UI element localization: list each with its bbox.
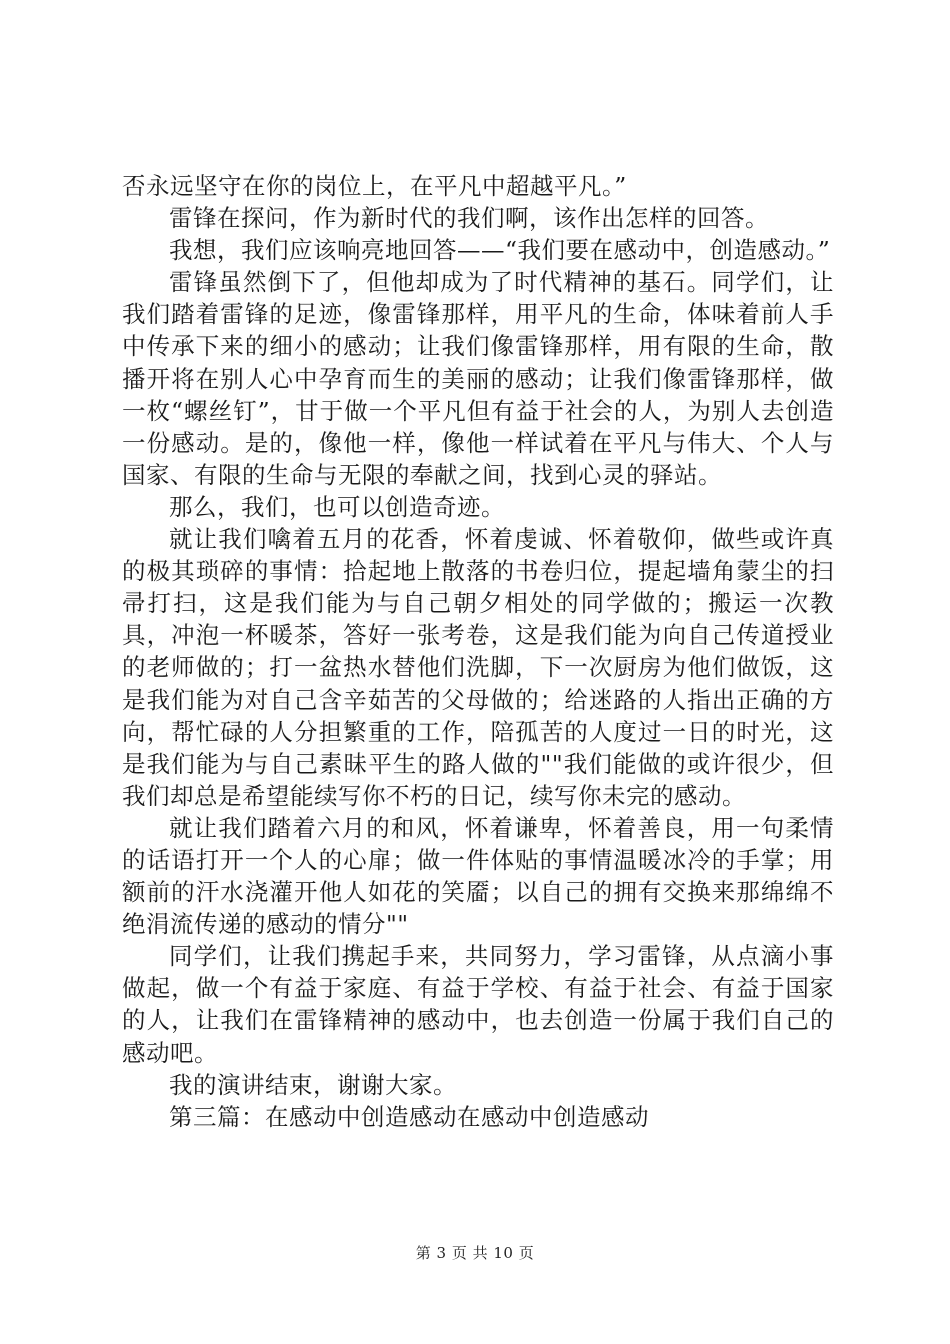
paragraph-1: 否永远坚守在你的岗位上，在平凡中超越平凡。” [122, 172, 627, 200]
paragraph-7: 就让我们踏着六月的和风，怀着谦卑，怀着善良，用一句柔情的话语打开一个人的心扉；做一件体贴的事情温暖冰冷的手掌；用额前的汗水浇灌开他人如花的笑靥；以自己的拥有交换来那绵绵不绝涓流传递的感动的情分"" [122, 813, 834, 939]
paragraph-2: 雷锋在探问，作为新时代的我们啊，该作出怎样的回答。 [169, 204, 769, 233]
paragraph-8: 同学们，让我们携起手来，共同努力，学习雷锋，从点滴小事做起，做一个有益于家庭、有益于学校、有益于社会、有益于国家的人，让我们在雷锋精神的感动中，也去创造一份属于我们自己的感动吧。 [122, 942, 834, 1067]
page-footer: 第 3 页 共 10 页 [415, 1244, 535, 1262]
paragraph-6: 就让我们噙着五月的花香，怀着虔诚、怀着敬仰，做些或许真的极其琐碎的事情：拾起地上散落的书卷归位，提起墙角蒙尘的扫帚打扫，这是我们能为与自己朝夕相处的同学做的；搬运一次教具，冲泡一杯暖茶，答好一张考卷，这是我们能为向自己传道授业的老师做的；打一盆热水替他们洗脚，下一次厨房为他们做饭，这是我们能为对自己含辛茹苦的父母做的；给迷路的人指出正确的方向，帮忙碌的人分担繁重的工作，陪孤苦的人度过一日的时光，这是我们能为与自己素昧平生的路人做的""我们能做的或许很少，但我们却总是希望能续写你不朽的日记，续写你未完的感动。 [122, 525, 834, 810]
paragraph-4: 雷锋虽然倒下了，但他却成为了时代精神的基石。同学们，让我们踏着雷锋的足迹，像雷锋那样，用平凡的生命，体味着前人手中传承下来的细小的感动；让我们像雷锋那样，用有限的生命，散播开将在别人心中孕育而生的美丽的感动；让我们像雷锋那样，做一枚“螺丝钉”，甘于做一个平凡但有益于社会的人，为别人去创造一份感动。是的，像他一样，像他一样试着在平凡与伟大、个人与国家、有限的生命与无限的奉献之间，找到心灵的驿站。 [122, 268, 834, 489]
paragraph-9: 我的演讲结束，谢谢大家。 [169, 1070, 457, 1099]
section-heading: 第三篇：在感动中创造感动在感动中创造感动 [169, 1102, 649, 1131]
paragraph-3: 我想，我们应该响亮地回答——“我们要在感动中，创造感动。” [169, 236, 831, 265]
document-body [122, 170, 834, 1133]
paragraph-5: 那么，我们，也可以创造奇迹。 [169, 492, 505, 521]
